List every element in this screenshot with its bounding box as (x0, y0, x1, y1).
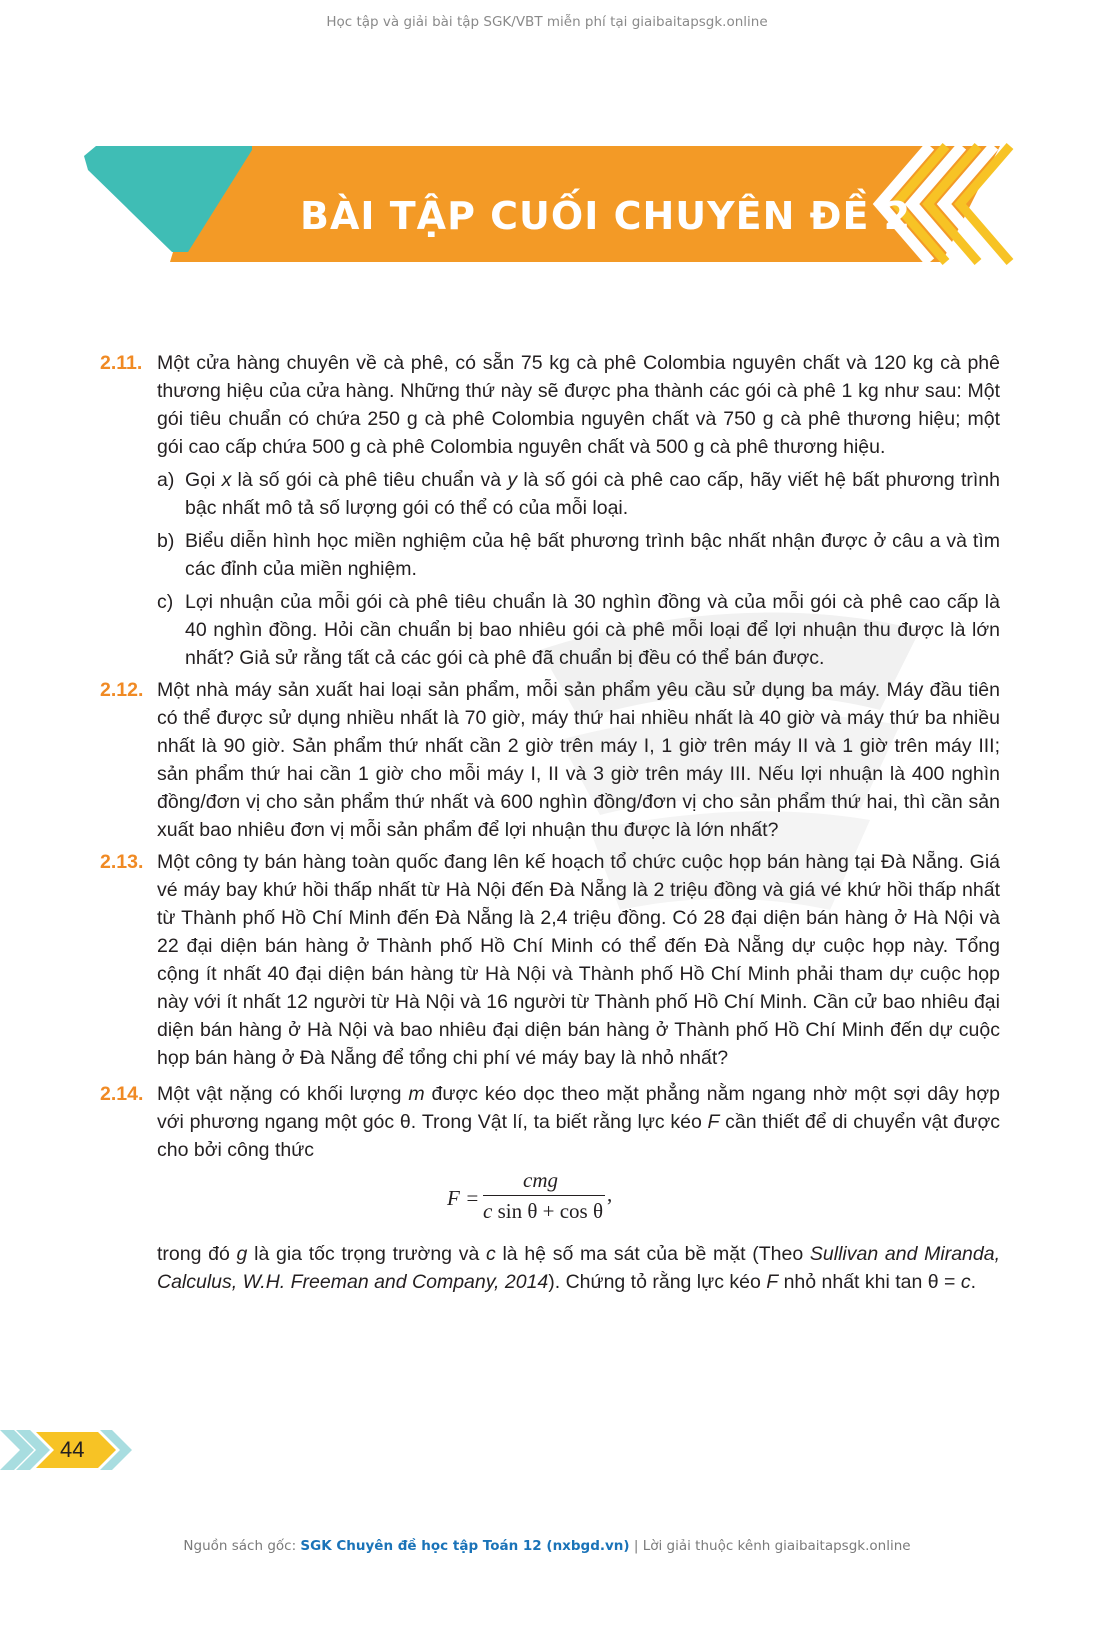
footer-suffix: | Lời giải thuộc kênh giaibaitapsgk.online (629, 1538, 911, 1554)
exercise-2-14 (100, 1080, 1000, 1296)
source-footer (0, 1538, 1094, 1554)
exercise-number: 2.13. (100, 851, 144, 873)
exercise-text: Một nhà máy sản xuất hai loại sản phẩm, mỗi sản phẩm yêu cầu sử dụng ba máy. Máy đầu tiên có thể được sử dụng nhiều nhất là 70 giờ, máy thứ hai nhiều nhất là 40 giờ và máy thứ ba nhiều nhất là 90 giờ. Sản phẩm thứ nhất cần 2 giờ trên máy I, 1 giờ trên máy II và 1 giờ trên máy III; sản phẩm thứ hai cần 1 giờ cho mỗi máy I, II và 3 giờ trên máy III. Nếu lợi nhuận là 400 nghìn đồng/đơn vị cho sản phẩm thứ nhất và 600 nghìn đồng/đơn vị cho sản phẩm thứ hai, thì cần sản xuất bao nhiêu đơn vị mỗi sản phẩm để lợi nhuận thu được là lớn nhất? (157, 679, 1000, 841)
subquestion-text: Biểu diễn hình học miền nghiệm của hệ bất phương trình bậc nhất nhận được ở câu a và tìm các đỉnh của miền nghiệm. (185, 530, 1000, 580)
chapter-title: BÀI TẬP CUỐI CHUYÊN ĐỀ 2 (300, 194, 912, 238)
subquestion-a (157, 466, 1000, 522)
force-formula (157, 1170, 1000, 1234)
exercise-text: Một cửa hàng chuyên về cà phê, có sẵn 75 kg cà phê Colombia nguyên chất và 120 kg cà phê thương hiệu của cửa hàng. Những thứ này sẽ được pha thành các gói cà phê 1 kg như sau: Một gói tiêu chuẩn có chứa 250 g cà phê Colombia nguyên chất và 750 g cà phê thương hiệu; một gói cao cấp chứa 500 g cà phê Colombia nguyên chất và 500 g cà phê thương hiệu. (157, 352, 1000, 458)
exercise-2-11 (100, 349, 1000, 672)
subquestion-label: a) (157, 469, 175, 491)
formula-numerator: cmg (523, 1168, 558, 1192)
footer-book-link[interactable]: SGK Chuyên đề học tập Toán 12 (nxbgd.vn) (300, 1538, 630, 1554)
exercise-number: 2.14. (100, 1083, 144, 1105)
exercise-content (100, 349, 1000, 1296)
formula-comma: , (607, 1182, 613, 1206)
footer-prefix: Nguồn sách gốc: (183, 1538, 301, 1554)
subquestion-text: Gọi x là số gói cà phê tiêu chuẩn và y là số gói cà phê cao cấp, hãy viết hệ bất phương trình bậc nhất mô tả số lượng gói có thể có của mỗi loại. (185, 469, 1000, 519)
fraction-bar (483, 1195, 605, 1196)
page-number: 44 (60, 1437, 85, 1462)
formula-denominator: c sin θ + cos θ (483, 1199, 604, 1223)
formula-lhs: F = (447, 1186, 480, 1210)
exercise-text: Một công ty bán hàng toàn quốc đang lên kế hoạch tổ chức cuộc họp bán hàng tại Đà Nẵng. Giá vé máy bay khứ hồi thấp nhất từ Hà Nội đến Đà Nẵng là 2 triệu đồng và giá vé khứ hồi thấp nhất từ Thành phố Hồ Chí Minh đến Đà Nẵng là 2,4 triệu đồng. Có 28 đại diện bán hàng ở Hà Nội và 22 đại diện bán hàng ở Thành phố Hồ Chí Minh có thể đến Đà Nẵng dự cuộc họp này. Tổng cộng ít nhất 40 đại diện bán hàng từ Hà Nội và Thành phố Hồ Chí Minh phải tham dự cuộc họp này với ít nhất 12 người từ Hà Nội và 16 người từ Thành phố Hồ Chí Minh. Cần cử bao nhiêu đại diện bán hàng ở Hà Nội và bao nhiêu đại diện bán hàng ở Thành phố Hồ Chí Minh đến dự cuộc họp bán hàng ở Đà Nẵng để tổng chi phí vé máy bay là nhỏ nhất? (157, 851, 1000, 1069)
exercise-conclusion: trong đó g là gia tốc trọng trường và c là hệ số ma sát của bề mặt (Theo Sullivan and Miranda, Calculus, W.H. Freeman and Company, 2014). Chứng tỏ rằng lực kéo F nhỏ nhất khi tan θ = c. (157, 1243, 1000, 1293)
exercise-2-13 (100, 848, 1000, 1072)
top-header: Học tập và giải bài tập SGK/VBT miễn phí tại giaibaitapsgk.online (326, 14, 768, 30)
subquestion-b (157, 527, 1000, 583)
subquestion-label: c) (157, 591, 174, 613)
subquestion-c (157, 588, 1000, 672)
exercise-number: 2.11. (100, 352, 143, 374)
subquestion-text: Lợi nhuận của mỗi gói cà phê tiêu chuẩn là 30 nghìn đồng và của mỗi gói cà phê cao cấp là 40 nghìn đồng. Hỏi cần chuẩn bị bao nhiêu gói cà phê mỗi loại để lợi nhuận thu được là lớn nhất? Giả sử rằng tất cả các gói cà phê đã chuẩn bị đều có thể bán được. (185, 591, 1000, 669)
exercise-text: Một vật nặng có khối lượng m được kéo dọc theo mặt phẳng nằm ngang nhờ một sợi dây hợp với phương ngang một góc θ. Trong Vật lí, ta biết rằng lực kéo F cần thiết để di chuyển vật được cho bởi công thức (157, 1083, 1001, 1161)
exercise-number: 2.12. (100, 679, 144, 701)
exercise-2-12 (100, 676, 1000, 844)
subquestion-label: b) (157, 530, 175, 552)
